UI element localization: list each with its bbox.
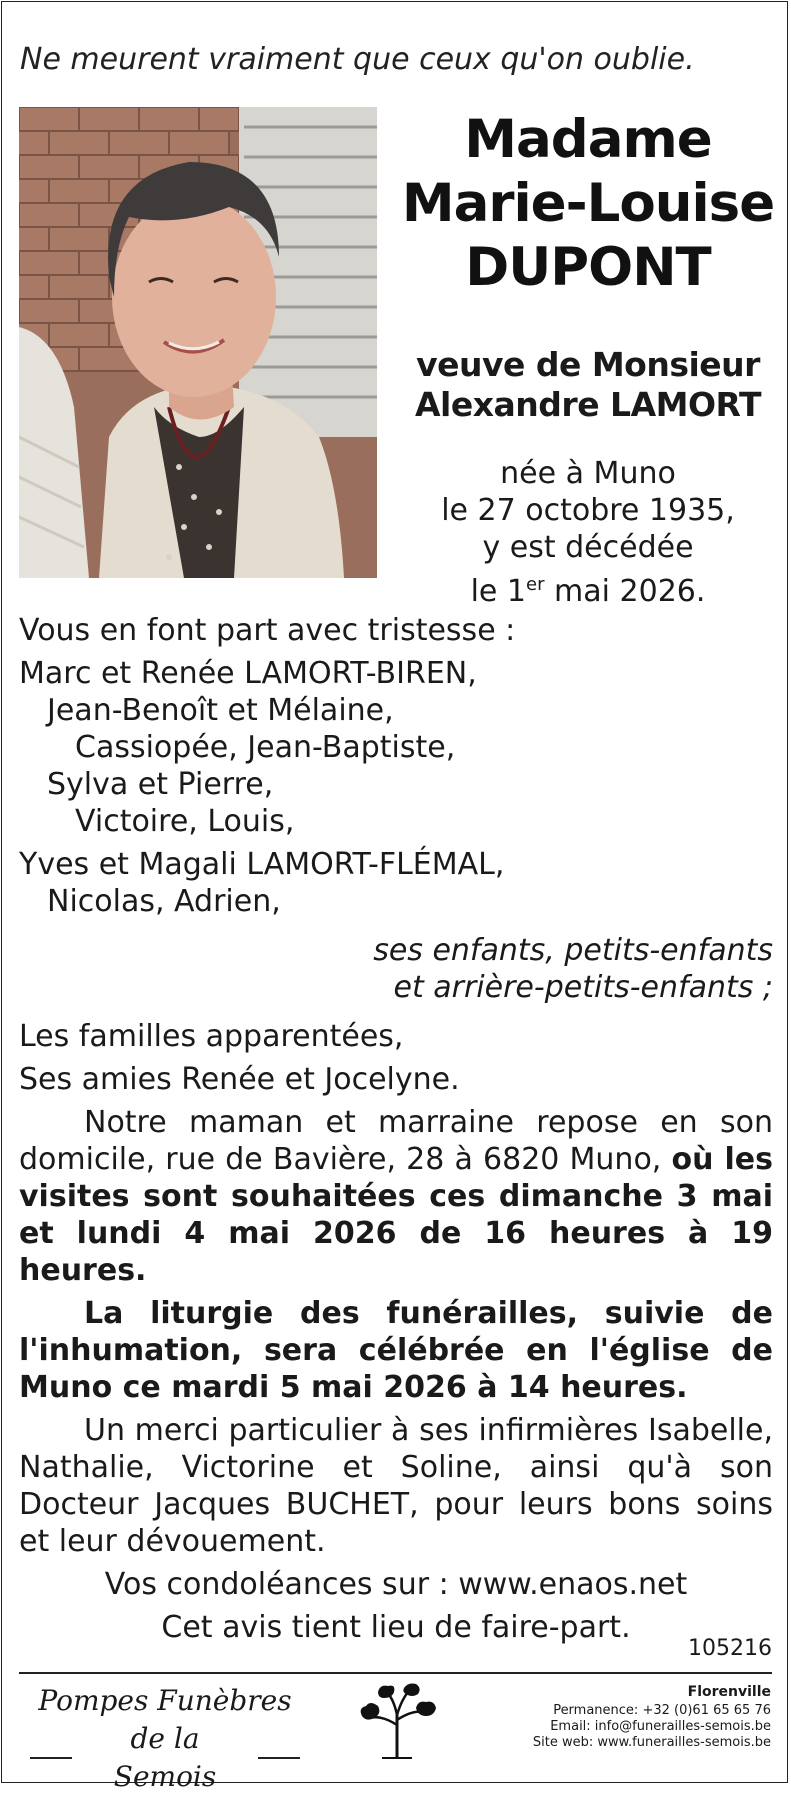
contact-phone: Permanence: +32 (0)61 65 65 76 bbox=[553, 1703, 771, 1718]
family-line: Ses amies Renée et Jocelyne. bbox=[19, 1062, 460, 1097]
widow-line-2: Alexandre LAMORT bbox=[415, 385, 761, 424]
funeral-home-contact bbox=[533, 1684, 771, 1751]
relation-line: ses enfants, petits-enfants bbox=[373, 933, 773, 968]
widow-of bbox=[400, 345, 776, 425]
brand-dash bbox=[258, 1757, 300, 1759]
death-date: le 1er mai 2026. bbox=[470, 574, 706, 609]
family-line: Yves et Magali LAMORT-FLÉMAL, bbox=[19, 847, 505, 882]
contact-website[interactable]: Site web: www.funerailles-semois.be bbox=[532, 1735, 771, 1750]
funeral-home-brand bbox=[30, 1682, 300, 1796]
birth-date: le 27 octobre 1935, bbox=[441, 493, 735, 528]
contact-town: Florenville bbox=[687, 1684, 771, 1700]
birth-place: née à Muno bbox=[500, 456, 676, 491]
family-line: Cassiopée, Jean-Baptiste, bbox=[75, 730, 456, 765]
deceased-title: Madame bbox=[464, 109, 712, 170]
condolences-link[interactable]: Vos condoléances sur : www.enaos.net bbox=[104, 1567, 688, 1602]
relation-line: et arrière-petits-enfants ; bbox=[393, 970, 773, 1005]
death-place: y est décédée bbox=[482, 530, 694, 565]
family-line: Victoire, Louis, bbox=[75, 804, 295, 839]
family-line: Nicolas, Adrien, bbox=[47, 884, 281, 919]
notice-body bbox=[19, 612, 773, 1646]
reference-number: 105216 bbox=[688, 1636, 772, 1661]
family-line: Jean-Benoît et Mélaine, bbox=[47, 693, 394, 728]
family-line: Les familles apparentées, bbox=[19, 1019, 404, 1054]
deceased-first-name: Marie-Louise bbox=[401, 173, 775, 234]
epigraph-quote: Ne meurent vraiment que ceux qu'on oublie. bbox=[20, 42, 695, 77]
brand-line-1: Pompes Funèbres bbox=[38, 1684, 292, 1717]
birth-death-info bbox=[420, 455, 756, 610]
brand-dash bbox=[30, 1757, 72, 1759]
family-line: Marc et Renée LAMORT-BIREN, bbox=[19, 656, 477, 691]
ceremony-info: La liturgie des funérailles, suivie de l'inhumation, sera célébrée en l'église de Muno ce mardi 5 mai 2026 à 14 heures. bbox=[19, 1296, 773, 1405]
widow-line-1: veuve de Monsieur bbox=[416, 345, 760, 384]
footer-divider bbox=[19, 1672, 772, 1674]
family-line: Sylva et Pierre, bbox=[47, 767, 274, 802]
visit-info: Notre maman et marraine repose en son domicile, rue de Bavière, 28 à 6820 Muno, où les visites sont souhaitées ces dimanche 3 mai et lundi 4 mai 2026 de 16 heures à 19 heures. bbox=[19, 1105, 773, 1288]
tree-logo-icon bbox=[352, 1680, 442, 1764]
contact-email[interactable]: Email: info@funerailles-semois.be bbox=[550, 1719, 771, 1734]
deceased-name bbox=[400, 108, 776, 300]
notice-statement: Cet avis tient lieu de faire-part. bbox=[161, 1610, 631, 1645]
thanks-text: Un merci particulier à ses infirmières Isabelle, Nathalie, Victorine et Soline, ainsi qu'à son Docteur Jacques BUCHET, pour leurs bons soins et leur dévouement. bbox=[19, 1413, 773, 1559]
deceased-last-name: DUPONT bbox=[465, 237, 711, 298]
portrait-photo bbox=[19, 107, 377, 578]
brand-line-2: de la Semois bbox=[113, 1722, 217, 1793]
intro-text: Vous en font part avec tristesse : bbox=[19, 613, 516, 648]
